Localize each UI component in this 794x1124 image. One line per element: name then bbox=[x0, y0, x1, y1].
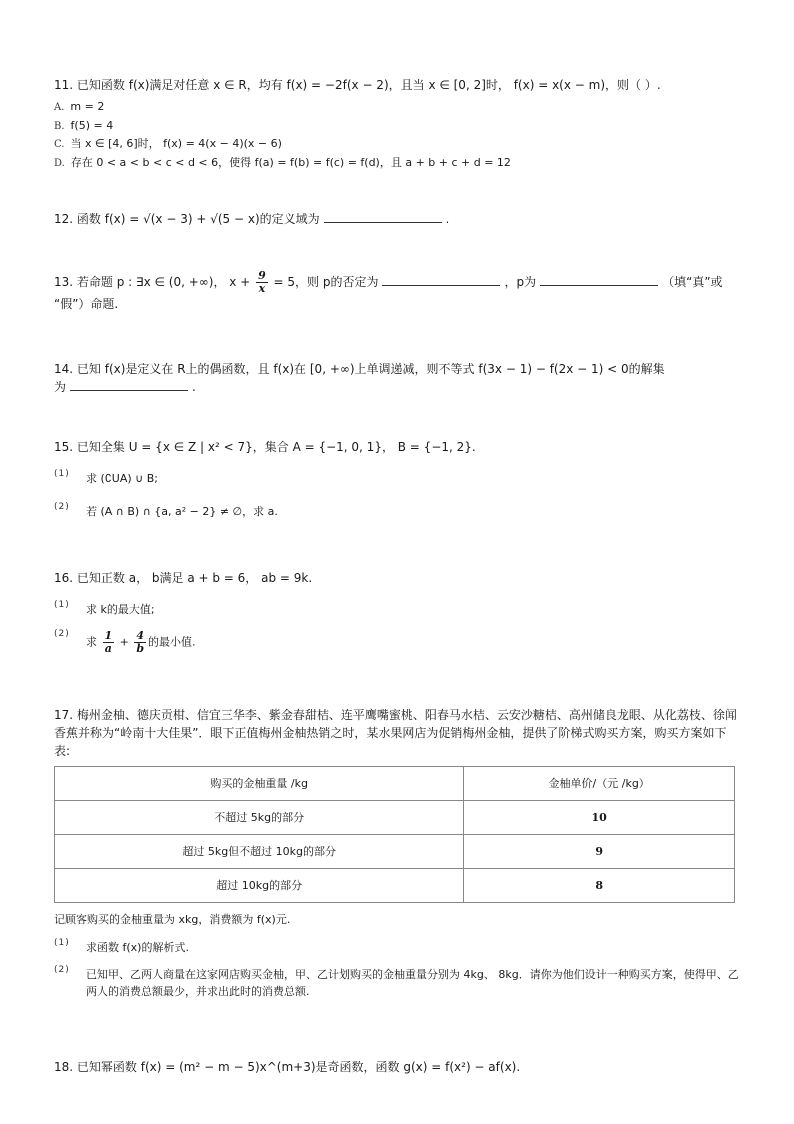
q11-option-a: A. m = 2 bbox=[54, 100, 105, 113]
question-14: 14. 已知 f(x)是定义在 R上的偶函数，且 f(x)在 [0, +∞)上单调递减，则不等式 f(3x − 1) − f(2x − 1) < 0的解集 为 . bbox=[54, 360, 740, 396]
question-12: 12. 函数 f(x) = √(x − 3) + √(5 − x)的定义域为 . bbox=[54, 212, 450, 226]
q18-stem: 18. 已知幂函数 f(x) = (m² − m − 5)x^(m+3)是奇函数，函数 g(x) = f(x²) − af(x). bbox=[54, 1060, 521, 1074]
q16-sub-2: (2) 求 $\frac{1}{a}$ + $\frac{4}{b}$ 的最小值. bbox=[54, 629, 196, 655]
q17-sub-1: (1) 求函数 f(x)的解析式. bbox=[54, 938, 189, 954]
question-11 bbox=[54, 76, 740, 172]
q16-fraction-2: $\frac{4}{b}$ bbox=[136, 629, 145, 655]
price-table bbox=[54, 766, 735, 903]
table-header-row bbox=[55, 767, 735, 801]
q11-option-c: C. 当 x ∈ [4, 6]时， f(x) = 4(x − 4)(x − 6) bbox=[54, 137, 282, 150]
q13-blank-negation[interactable] bbox=[382, 273, 500, 286]
table-row bbox=[55, 835, 735, 869]
q13-stem: 13. 若命题 p : ∃x ∈ (0, +∞)， x + bbox=[54, 275, 251, 289]
q15-stem: 15. 已知全集 U = {x ∈ Z | x² < 7}，集合 A = {−1, 0, 1}， B = {−1, 2}. bbox=[54, 440, 476, 454]
table-header: 购买的金柚重量 /kg bbox=[55, 767, 464, 801]
q14-answer-blank[interactable] bbox=[70, 378, 188, 391]
q15-sub-2: (2) 若 (A ∩ B) ∩ {a, a² − 2} ≠ ∅，求 a. bbox=[54, 502, 278, 518]
q14-stem: 14. 已知 f(x)是定义在 R上的偶函数，且 f(x)在 [0, +∞)上单调递减，则不等式 f(3x − 1) − f(2x − 1) < 0的解集 bbox=[54, 362, 665, 376]
table-cell: 超过 5kg但不超过 10kg的部分 bbox=[55, 835, 464, 869]
table-row bbox=[55, 869, 735, 903]
q12-answer-blank[interactable] bbox=[324, 210, 442, 223]
q17-note: 记顾客购买的金柚重量为 xkg，消费额为 f(x)元. bbox=[54, 913, 291, 926]
q11-stem: 11. 已知函数 f(x)满足对任意 x ∈ R，均有 f(x) = −2f(x − 2)，且当 x ∈ [0, 2]时， f(x) = x(x − m)，则（ ）. bbox=[54, 78, 661, 92]
table-cell: 8 bbox=[464, 869, 735, 903]
table-row bbox=[55, 801, 735, 835]
q12-stem: 12. 函数 f(x) = √(x − 3) + √(5 − x)的定义域为 bbox=[54, 212, 320, 226]
q16-fraction-1: $\frac{1}{a}$ bbox=[104, 629, 113, 655]
q16-stem: 16. 已知正数 a， b满足 a + b = 6， ab = 9k. bbox=[54, 571, 313, 585]
q15-sub-1: (1) 求 (∁UA) ∪ B; bbox=[54, 469, 158, 485]
q17-stem: 17. 梅州金柚、德庆贡柑、信宜三华李、紫金春甜桔、连平鹰嘴蜜桃、阳春马水桔、云安沙糖桔、高州储良龙眼、从化荔枝、徐闻香蕉并称为“岭南十大佳果”．眼下正值梅州金柚热销之时，某水果网店为促销梅州金柚，提供了阶梯式购买方案，购买方案如下表: bbox=[54, 708, 737, 758]
q13-line2: “假”）命题. bbox=[54, 297, 119, 311]
table-cell: 10 bbox=[464, 801, 735, 835]
question-18 bbox=[54, 1058, 740, 1076]
q13-fraction: $\frac{9}{x}$ bbox=[258, 269, 266, 295]
q11-option-d: D. 存在 0 < a < b < c < d < 6，使得 f(a) = f(b) = f(c) = f(d)，且 a + b + c + d = 12 bbox=[54, 155, 511, 169]
q16-sub-1: (1) 求 k的最大值; bbox=[54, 600, 155, 616]
table-header: 金柚单价/（元 /kg） bbox=[464, 767, 735, 801]
q17-sub-2: (2) 已知甲、乙两人商量在这家网店购买金柚，甲、乙计划购买的金柚重量分别为 4kg、 8kg．请你为他们设计一种购买方案，使得甲、乙两人的消费总额最少，并求出此时的消费总额. bbox=[54, 965, 739, 998]
question-16 bbox=[54, 569, 740, 655]
q11-option-b: B. f(5) = 4 bbox=[54, 118, 114, 132]
table-cell: 不超过 5kg的部分 bbox=[55, 801, 464, 835]
question-15 bbox=[54, 438, 740, 520]
table-cell: 9 bbox=[464, 835, 735, 869]
question-13: 13. 若命题 p : ∃x ∈ (0, +∞)， x + $\frac{9}{x}$ = 5，则 p的否定为 ，p为 （填“真”或 “假”）命题. bbox=[54, 270, 740, 313]
q13-blank-truth[interactable] bbox=[540, 273, 658, 286]
table-cell: 超过 10kg的部分 bbox=[55, 869, 464, 903]
question-17 bbox=[54, 706, 740, 1000]
